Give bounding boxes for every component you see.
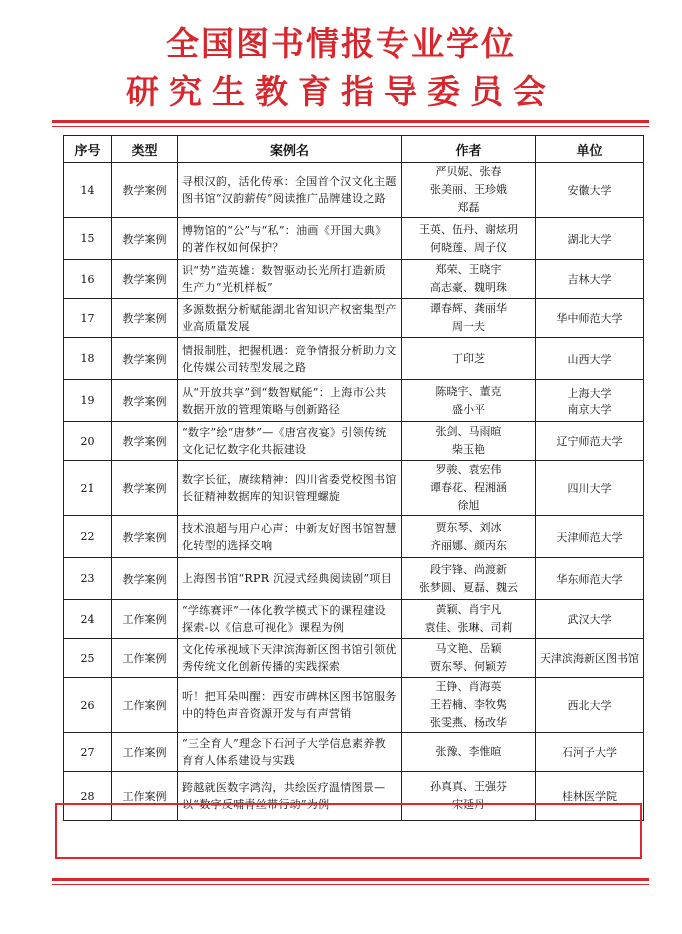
- unit-line: 南京大学: [567, 402, 612, 416]
- case-type: 工作案例: [112, 639, 178, 678]
- author-line: 郑荣、王晓宇: [435, 263, 502, 276]
- case-title: 听！把耳朵叫醒：西安市碑林区图书馆服务中的特色声音资源开发与有声营销: [178, 678, 402, 733]
- table-row: [64, 422, 644, 461]
- case-title: 情报制胜，把握机遇：竞争情报分析助力文化传媒公司转型发展之路: [178, 338, 402, 380]
- column-header-type: 类型: [112, 136, 178, 163]
- author-line: 盛小平: [452, 402, 485, 416]
- unit-line: 武汉大学: [567, 613, 612, 626]
- case-title: 上海图书馆“RPR 沉浸式经典阅读剧”项目: [178, 558, 402, 600]
- author-line: 张雯燕、杨改华: [430, 716, 507, 729]
- case-type: 教学案例: [112, 422, 178, 461]
- letterhead: [0, 0, 682, 118]
- author-line: 周一夫: [452, 320, 485, 333]
- column-header-title: 案例名: [178, 136, 402, 163]
- top-rule-thick: [52, 120, 649, 123]
- case-authors: [402, 260, 536, 299]
- row-number: 22: [64, 516, 112, 558]
- table-header-row: [64, 136, 644, 163]
- row-number: 14: [64, 163, 112, 218]
- case-unit: [536, 733, 644, 772]
- row-number: 20: [64, 422, 112, 461]
- table-body: [64, 163, 644, 821]
- case-unit: [536, 338, 644, 380]
- author-line: 高志豪、魏明珠: [430, 281, 507, 294]
- case-unit: [536, 218, 644, 260]
- case-type: 工作案例: [112, 733, 178, 772]
- unit-line: 四川大学: [567, 482, 612, 495]
- unit-line: 西北大学: [567, 699, 612, 712]
- column-header-no: 序号: [64, 136, 112, 163]
- unit-line: 湖北大学: [567, 232, 612, 246]
- case-authors: [402, 380, 536, 422]
- case-title: 多源数据分析赋能湖北省知识产权密集型产业高质量发展: [178, 299, 402, 338]
- unit-line: 辽宁师范大学: [556, 435, 623, 448]
- row-number: 15: [64, 218, 112, 260]
- unit-line: 上海大学: [567, 386, 612, 400]
- case-type: 教学案例: [112, 299, 178, 338]
- table-row: [64, 733, 644, 772]
- table-row: [64, 772, 644, 821]
- author-line: 徐旭: [457, 499, 480, 512]
- author-line: 谭春花、程湘涵: [430, 481, 507, 494]
- unit-line: 天津师范大学: [556, 530, 623, 544]
- case-type: 教学案例: [112, 461, 178, 516]
- case-title: 技术浪超与用户心声：中新友好图书馆智慧化转型的选择交响: [178, 516, 402, 558]
- author-line: 张剑、马雨暄: [435, 425, 502, 438]
- row-number: 28: [64, 772, 112, 821]
- author-line: 王若楠、李牧隽: [430, 698, 507, 711]
- unit-line: 华中师范大学: [556, 312, 623, 325]
- case-unit: [536, 299, 644, 338]
- author-line: 段宇锋、尚渡新: [430, 562, 507, 576]
- author-line: 张美丽、王珍娥: [430, 183, 507, 196]
- case-title: 从“开放共享”到“数智赋能”：上海市公共数据开放的管理策略与创新路径: [178, 380, 402, 422]
- row-number: 17: [64, 299, 112, 338]
- unit-line: 天津滨海新区图书馆: [540, 652, 639, 665]
- unit-line: 吉林大学: [567, 273, 612, 286]
- table-row: [64, 639, 644, 678]
- author-line: 贾东琴、刘冰: [435, 520, 502, 534]
- case-authors: [402, 163, 536, 218]
- letterhead-line-1: 全国图书情报专业学位: [166, 24, 516, 63]
- case-unit: [536, 422, 644, 461]
- author-line: 张豫、李惟暄: [435, 745, 502, 758]
- author-line: 孙真真、王强芬: [430, 780, 507, 793]
- case-unit: [536, 772, 644, 821]
- author-line: 谭春辉、龚丽华: [430, 302, 507, 315]
- author-line: 王英、伍丹、谢炫玥: [419, 222, 518, 236]
- case-type: 工作案例: [112, 600, 178, 639]
- case-authors: [402, 516, 536, 558]
- case-unit: [536, 163, 644, 218]
- case-authors: [402, 639, 536, 678]
- case-type: 教学案例: [112, 380, 178, 422]
- author-line: 罗骏、袁宏伟: [435, 463, 502, 476]
- case-unit: [536, 516, 644, 558]
- case-unit: [536, 461, 644, 516]
- author-line: 张梦圆、夏磊、魏云: [419, 580, 518, 594]
- column-header-unit: 单位: [536, 136, 644, 163]
- case-type: 教学案例: [112, 163, 178, 218]
- case-type: 教学案例: [112, 516, 178, 558]
- author-line: 宋延丹: [452, 798, 485, 811]
- row-number: 19: [64, 380, 112, 422]
- author-line: 柴玉艳: [452, 443, 485, 456]
- case-title: 跨越就医数字鸿沟，共绘医疗温情图景—以“数字反哺青丝带行动”为例: [178, 772, 402, 821]
- case-authors: [402, 772, 536, 821]
- case-type: 工作案例: [112, 772, 178, 821]
- case-title: 博物馆的“公”与“私”：油画《开国大典》的著作权如何保护？: [178, 218, 402, 260]
- bottom-rule-thin: [52, 884, 649, 885]
- table-row: [64, 461, 644, 516]
- unit-line: 桂林医学院: [562, 790, 617, 803]
- case-unit: [536, 380, 644, 422]
- case-authors: [402, 338, 536, 380]
- unit-line: 华东师范大学: [556, 572, 623, 586]
- case-authors: [402, 678, 536, 733]
- table-row: [64, 260, 644, 299]
- unit-line: 山西大学: [567, 352, 612, 366]
- row-number: 26: [64, 678, 112, 733]
- case-authors: [402, 299, 536, 338]
- case-type: 工作案例: [112, 678, 178, 733]
- case-unit: [536, 678, 644, 733]
- author-line: 贾东琴、何颖芳: [430, 660, 507, 673]
- case-type: 教学案例: [112, 218, 178, 260]
- row-number: 23: [64, 558, 112, 600]
- author-line: 陈晓宇、董克: [435, 384, 502, 398]
- table-row: [64, 163, 644, 218]
- case-authors: [402, 600, 536, 639]
- unit-line: 安徽大学: [567, 184, 612, 197]
- author-line: 袁佳、张琳、司莉: [424, 621, 513, 634]
- case-authors: [402, 461, 536, 516]
- case-unit: [536, 558, 644, 600]
- top-rule-thin: [52, 126, 649, 127]
- author-line: 马文艳、岳颖: [435, 642, 502, 655]
- case-type: 教学案例: [112, 338, 178, 380]
- author-line: 何晓莲、周子仪: [430, 240, 507, 254]
- row-number: 18: [64, 338, 112, 380]
- table-row: [64, 299, 644, 338]
- author-line: 王铮、肖海英: [435, 680, 502, 693]
- case-title: 识“势”造英雄：数智驱动长光所打造新质生产力“光机样板”: [178, 260, 402, 299]
- case-title: “三全育人”理念下石河子大学信息素养教育育人体系建设与实践: [178, 733, 402, 772]
- case-unit: [536, 260, 644, 299]
- author-line: 丁印芝: [452, 351, 485, 365]
- table-row: [64, 678, 644, 733]
- case-unit: [536, 600, 644, 639]
- case-title: “学练赛评”一体化教学模式下的课程建设探索-以《信息可视化》课程为例: [178, 600, 402, 639]
- table-row: [64, 218, 644, 260]
- author-line: 黄颖、肖宇凡: [435, 603, 502, 616]
- table-row: [64, 600, 644, 639]
- row-number: 25: [64, 639, 112, 678]
- row-number: 21: [64, 461, 112, 516]
- case-unit: [536, 639, 644, 678]
- author-line: 郑磊: [457, 201, 480, 214]
- letterhead-line-2: 研究生教育指导委员会: [126, 72, 556, 111]
- table-row: [64, 558, 644, 600]
- case-title: 数字长征，赓续精神：四川省委党校图书馆长征精神数据库的知识管理螺旋: [178, 461, 402, 516]
- author-line: 齐丽娜、颜丙东: [430, 538, 507, 552]
- table-row: [64, 338, 644, 380]
- case-authors: [402, 733, 536, 772]
- row-number: 16: [64, 260, 112, 299]
- unit-line: 石河子大学: [562, 746, 617, 759]
- case-type: 教学案例: [112, 260, 178, 299]
- case-type: 教学案例: [112, 558, 178, 600]
- table-row: [64, 516, 644, 558]
- case-title: 寻根汉韵，活化传承：全国首个汉文化主题图书馆“汉韵薪传”阅读推广品牌建设之路: [178, 163, 402, 218]
- case-authors: [402, 558, 536, 600]
- author-line: 严贝妮、张春: [435, 165, 502, 178]
- case-authors: [402, 218, 536, 260]
- case-title: 文化传承视域下天津滨海新区图书馆引领优秀传统文化创新传播的实践探索: [178, 639, 402, 678]
- table-row: [64, 380, 644, 422]
- case-title: “数字”绘“唐梦”—《唐宫夜宴》引领传统文化记忆数字化共振建设: [178, 422, 402, 461]
- case-table: [63, 135, 644, 821]
- row-number: 27: [64, 733, 112, 772]
- row-number: 24: [64, 600, 112, 639]
- bottom-rule-thick: [52, 878, 649, 881]
- case-authors: [402, 422, 536, 461]
- column-header-authors: 作者: [402, 136, 536, 163]
